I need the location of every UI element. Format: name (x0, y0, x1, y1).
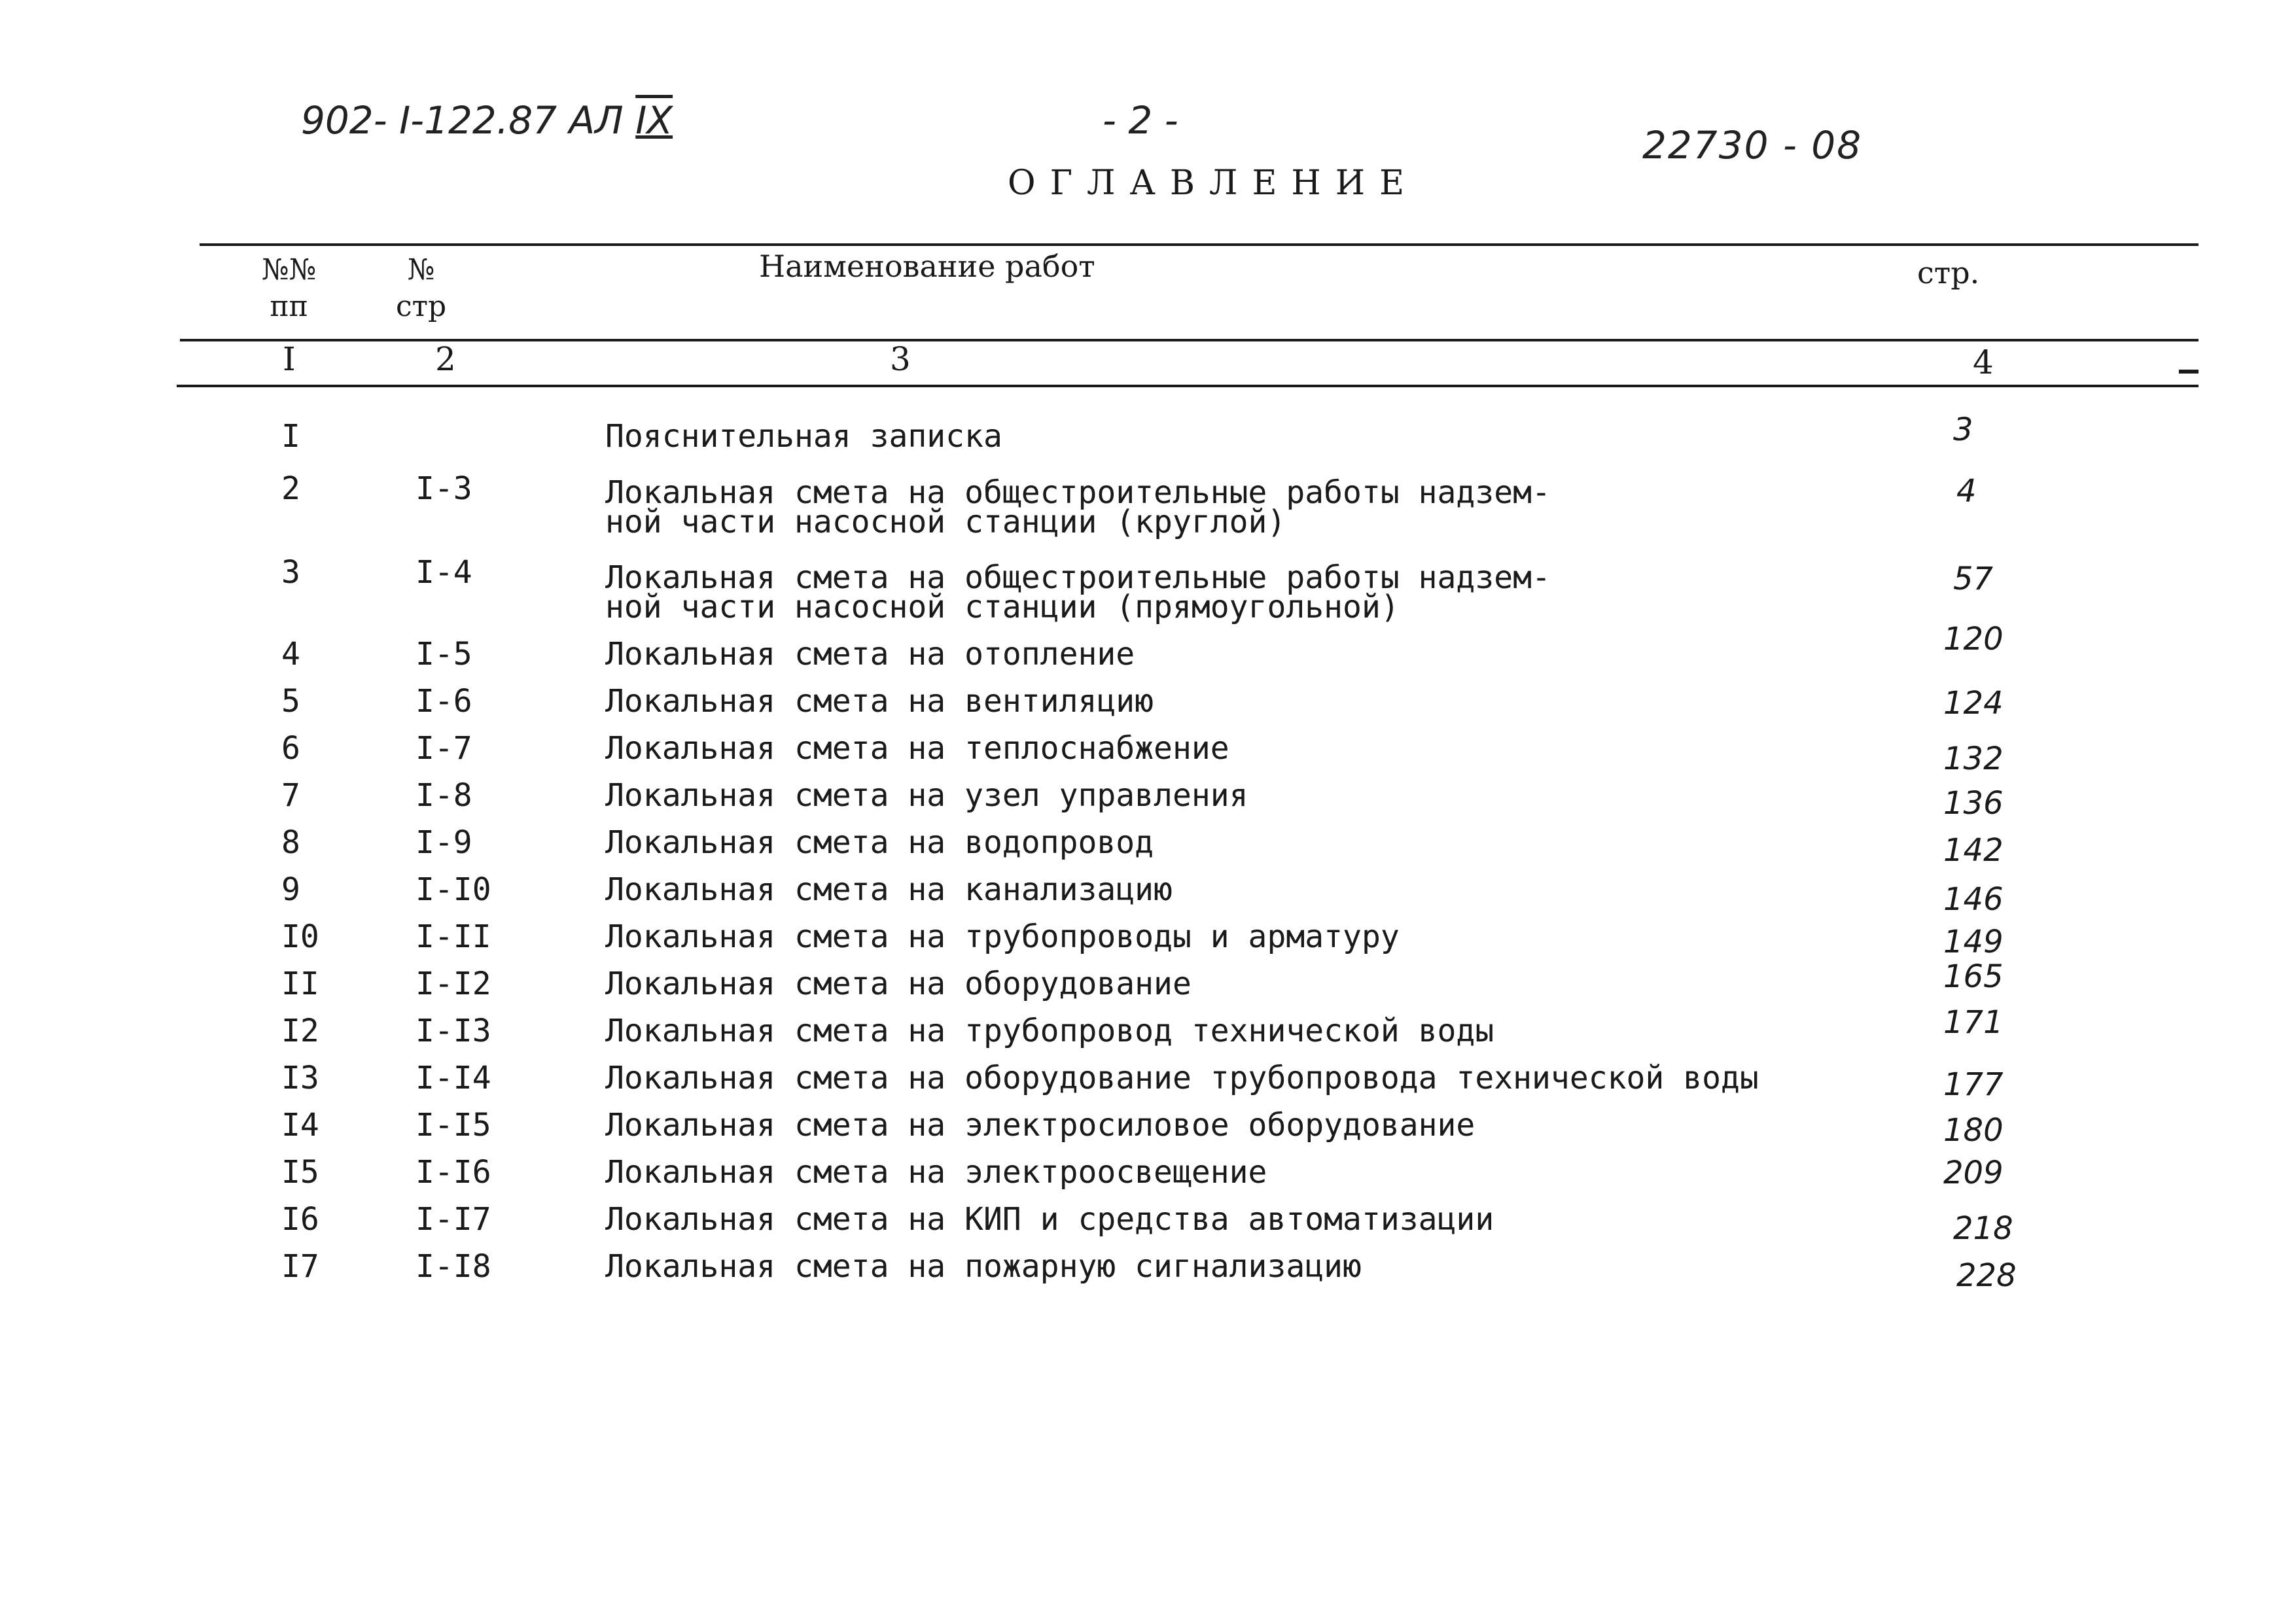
row-number: 4 (281, 636, 300, 672)
row-number: I7 (281, 1248, 319, 1285)
row-number: 9 (281, 871, 300, 908)
header-name: Наименование работ (759, 249, 1095, 284)
row-code: I-I7 (415, 1201, 491, 1238)
column-number-2: 2 (435, 340, 456, 378)
row-page: 218 (1953, 1210, 2013, 1247)
column-number-1: I (283, 340, 296, 378)
row-code: I-I3 (415, 1013, 491, 1049)
row-number: 3 (281, 554, 300, 591)
row-number: I4 (281, 1107, 319, 1143)
row-title: Локальная смета на вентиляцию (605, 683, 1154, 720)
row-code: I-8 (415, 777, 472, 814)
column-number-4: 4 (1973, 343, 1994, 381)
row-code: I-II (415, 918, 491, 955)
row-page: 180 (1943, 1112, 2004, 1149)
row-title: Локальная смета на оборудование трубопровода технической воды (605, 1060, 1759, 1096)
row-page: 165 (1943, 958, 2004, 995)
row-title: Локальная смета на трубопровод технической воды (605, 1013, 1494, 1049)
page-title: ОГЛАВЛЕНИЕ (1008, 164, 1419, 203)
row-title-line1: Локальная смета на общестроительные работы надзем- (605, 559, 1551, 596)
document-code (301, 98, 673, 143)
row-title: Локальная смета на отопление (605, 636, 1135, 672)
row-number: I0 (281, 918, 319, 955)
row-code: I-7 (415, 730, 472, 767)
row-title: Локальная смета на электроосвещение (605, 1154, 1267, 1191)
header-num-line1: №№ (262, 253, 317, 287)
row-title: Пояснительная записка (605, 418, 1002, 455)
row-number: I (281, 418, 300, 455)
row-title-line1: Локальная смета на общестроительные работы надзем- (605, 474, 1551, 511)
row-number: 8 (281, 824, 300, 861)
header-bottom-rule (180, 339, 2199, 341)
row-page: 142 (1943, 832, 2004, 869)
row-title: Локальная смета на узел управления (605, 777, 1248, 814)
row-page: 171 (1943, 1004, 2004, 1041)
row-code: I-I6 (415, 1154, 491, 1191)
row-number: 7 (281, 777, 300, 814)
header-num (262, 252, 316, 325)
row-page: 177 (1943, 1066, 2004, 1103)
row-page: 57 (1953, 561, 1994, 597)
row-page: 132 (1943, 741, 2004, 777)
row-code: I-4 (415, 554, 472, 591)
row-code: I-I5 (415, 1107, 491, 1143)
table-top-rule (200, 243, 2199, 246)
row-code: I-I2 (415, 966, 491, 1002)
document-number: 22730 - 08 (1642, 123, 1863, 167)
row-title: Локальная смета на трубопроводы и арматуру (605, 918, 1400, 955)
row-code: I-5 (415, 636, 472, 672)
row-page: 228 (1956, 1257, 2017, 1294)
row-number: 6 (281, 730, 300, 767)
row-code: I-I4 (415, 1060, 491, 1096)
row-page: 120 (1943, 621, 2004, 657)
row-number: 5 (281, 683, 300, 720)
row-number: I2 (281, 1013, 319, 1049)
row-title: Локальная смета на теплоснабжение (605, 730, 1229, 767)
column-number-3: 3 (890, 340, 911, 378)
row-number: I6 (281, 1201, 319, 1238)
row-page: 3 (1953, 411, 1973, 448)
row-title: Локальная смета на пожарную сигнализацию (605, 1248, 1362, 1285)
document-code-main: 902- I-122.87 АЛ (301, 98, 624, 143)
header-page: стр. (1917, 255, 1980, 290)
row-title: Локальная смета на электросиловое оборудование (605, 1107, 1475, 1143)
header-code (396, 252, 446, 325)
row-page: 4 (1956, 473, 1977, 510)
row-title: Локальная смета на канализацию (605, 871, 1173, 908)
row-title: Локальная смета на КИП и средства автоматизации (605, 1201, 1494, 1238)
row-page: 149 (1943, 924, 2004, 960)
header-num-line2: пп (270, 290, 308, 323)
row-code: I-I0 (415, 871, 491, 908)
document-code-roman: IX (635, 98, 673, 143)
page-number: - 2 - (1103, 98, 1178, 143)
row-title: Локальная смета на водопровод (605, 824, 1154, 861)
row-title-line2: ной части насосной станции (круглой) (605, 504, 1286, 540)
row-title: Локальная смета на оборудование (605, 966, 1192, 1002)
row-code: I-3 (415, 470, 472, 507)
row-number: I3 (281, 1060, 319, 1096)
rule-mark (2179, 370, 2199, 374)
row-page: 146 (1943, 881, 2004, 918)
row-page: 136 (1943, 785, 2004, 822)
row-number: II (281, 966, 319, 1002)
row-code: I-9 (415, 824, 472, 861)
header-code-line1: № (407, 253, 435, 287)
row-page: 209 (1943, 1155, 2004, 1191)
row-code: I-6 (415, 683, 472, 720)
row-title-line2: ной части насосной станции (прямоугольной) (605, 589, 1400, 625)
row-number: 2 (281, 470, 300, 507)
row-number: I5 (281, 1154, 319, 1191)
header-code-line2: стр (396, 290, 447, 323)
row-code: I-I8 (415, 1248, 491, 1285)
row-page: 124 (1943, 685, 2004, 722)
column-numbers-rule (177, 385, 2199, 387)
